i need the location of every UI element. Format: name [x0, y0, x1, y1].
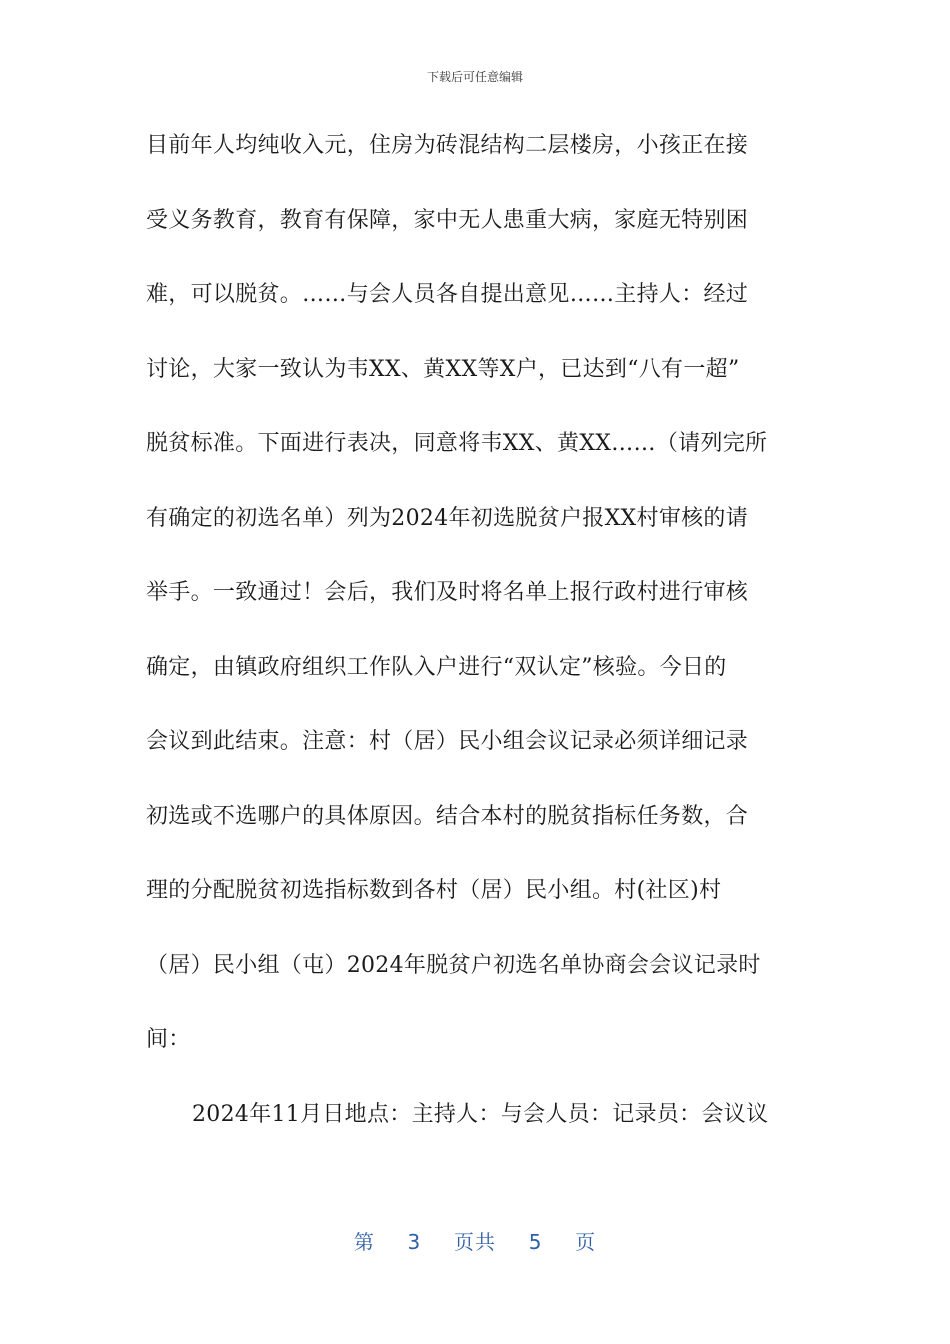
page-label-suffix: 页	[575, 1230, 597, 1254]
document-body	[146, 120, 816, 1163]
text-line: 理的分配脱贫初选指标数到各村（居）民小组。村(社区)村	[146, 878, 722, 903]
text-line: 会议到此结束。注意：村（居）民小组会议记录必须详细记录	[146, 729, 749, 754]
text-line: 确定，由镇政府组织工作队入户进行“双认定”核验。今日的	[146, 654, 727, 680]
page-label-prefix: 第	[353, 1230, 375, 1254]
text-line: 受义务教育，教育有保障，家中无人患重大病，家庭无特别困	[146, 207, 749, 233]
text-line: 举手。一致通过！会后，我们及时将名单上报行政村进行审核	[146, 580, 749, 605]
page-label-mid: 页共	[454, 1230, 496, 1254]
text-line: （居）民小组（屯）2024年脱贫户初选名单协商会会议记录时	[146, 952, 761, 978]
text-line: 讨论，大家一致认为韦XX、黄XX等X户，已达到“八有一超”	[146, 356, 740, 382]
current-page-number: 3	[407, 1230, 422, 1254]
text-line: 难，可以脱贫。……与会人员各自提出意见……主持人：经过	[146, 282, 749, 307]
text-line: 目前年人均纯收入元，住房为砖混结构二层楼房，小孩正在接	[146, 133, 749, 158]
header-note: 下载后可任意编辑	[426, 70, 523, 84]
text-line: 间：	[146, 1027, 191, 1052]
total-page-number: 5	[528, 1230, 543, 1254]
text-line: 有确定的初选名单）列为2024年初选脱贫户报XX村审核的请	[146, 505, 749, 531]
text-line: 脱贫标准。下面进行表决，同意将韦XX、黄XX……（请列完所	[146, 431, 768, 456]
page-number-footer	[0, 1226, 950, 1255]
text-line: 初选或不选哪户的具体原因。结合本村的脱贫指标任务数，合	[146, 803, 749, 829]
paragraph-first-line: 2024年11月日地点：主持人：与会人员：记录员：会议议	[192, 1101, 769, 1127]
